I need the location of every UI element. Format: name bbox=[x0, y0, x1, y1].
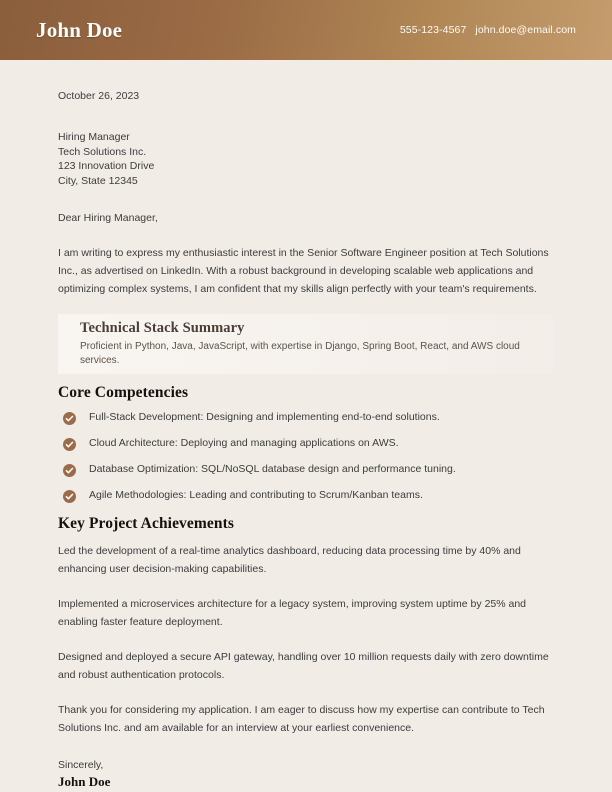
recipient-line: City, State 12345 bbox=[58, 174, 138, 187]
signature-name: John Doe bbox=[58, 774, 111, 789]
technical-stack-title: Technical Stack Summary bbox=[80, 320, 245, 336]
salutation: Dear Hiring Manager, bbox=[58, 212, 158, 224]
achievement-paragraph: Led the development of a real-time analytics dashboard, reducing data processing time by 40% and enhancing user decision-making capabilities. bbox=[58, 545, 521, 575]
page-body bbox=[0, 60, 612, 790]
competency-text: Cloud Architecture: Deploying and managing applications on AWS. bbox=[89, 437, 399, 449]
list-item bbox=[58, 411, 553, 424]
achievements-list bbox=[58, 542, 553, 684]
achievements-title: Key Project Achievements bbox=[58, 515, 234, 532]
signoff-text: Sincerely, bbox=[58, 759, 104, 771]
header-name: John Doe bbox=[36, 17, 123, 42]
list-item bbox=[58, 489, 553, 502]
check-circle-icon bbox=[63, 438, 76, 451]
check-circle-icon bbox=[63, 464, 76, 477]
recipient-line: 123 Innovation Drive bbox=[58, 160, 155, 172]
closing-paragraph: Thank you for considering my application. I am eager to discuss how my expertise can contribute to Tech Solutions Inc. and am available for an interview at your earliest convenience. bbox=[58, 704, 545, 734]
check-circle-icon bbox=[63, 490, 76, 503]
competency-text: Full-Stack Development: Designing and implementing end-to-end solutions. bbox=[89, 411, 440, 423]
achievement-paragraph: Implemented a microservices architecture for a legacy system, improving system uptime by 25% and enabling faster feature deployment. bbox=[58, 598, 527, 628]
letter-content bbox=[58, 90, 553, 790]
recipient-line: Tech Solutions Inc. bbox=[58, 145, 147, 158]
header-email: john.doe@email.com bbox=[475, 24, 576, 36]
letter-date: October 26, 2023 bbox=[58, 90, 140, 102]
competency-text: Agile Methodologies: Leading and contributing to Scrum/Kanban teams. bbox=[89, 489, 423, 501]
recipient-line: Hiring Manager bbox=[58, 131, 130, 143]
opening-paragraph: I am writing to express my enthusiastic interest in the Senior Software Engineer position at Tech Solutions Inc., as advertised on LinkedIn. With a robust background in developing scalable web applications and optimizing complex systems, I am confident that my skills align perfectly with your team's requirements. bbox=[58, 247, 549, 295]
header-contact-info bbox=[400, 24, 576, 36]
signature-block bbox=[58, 759, 553, 790]
list-item bbox=[58, 437, 553, 450]
core-competencies-title: Core Competencies bbox=[58, 384, 189, 401]
core-competencies-list bbox=[58, 411, 553, 502]
competency-text: Database Optimization: SQL/NoSQL database design and performance tuning. bbox=[89, 463, 456, 475]
check-circle-icon bbox=[63, 412, 76, 425]
list-item bbox=[58, 463, 553, 476]
technical-stack-callout bbox=[58, 314, 553, 374]
header-phone: 555-123-4567 bbox=[399, 24, 467, 36]
achievement-paragraph: Designed and deployed a secure API gateway, handling over 10 million requests daily with zero downtime and robust authentication protocols. bbox=[58, 651, 549, 681]
technical-stack-text: Proficient in Python, Java, JavaScript, with expertise in Django, Spring Boot, React, and AWS cloud services. bbox=[80, 341, 520, 366]
recipient-address-block bbox=[58, 130, 553, 188]
document-header bbox=[0, 0, 612, 60]
